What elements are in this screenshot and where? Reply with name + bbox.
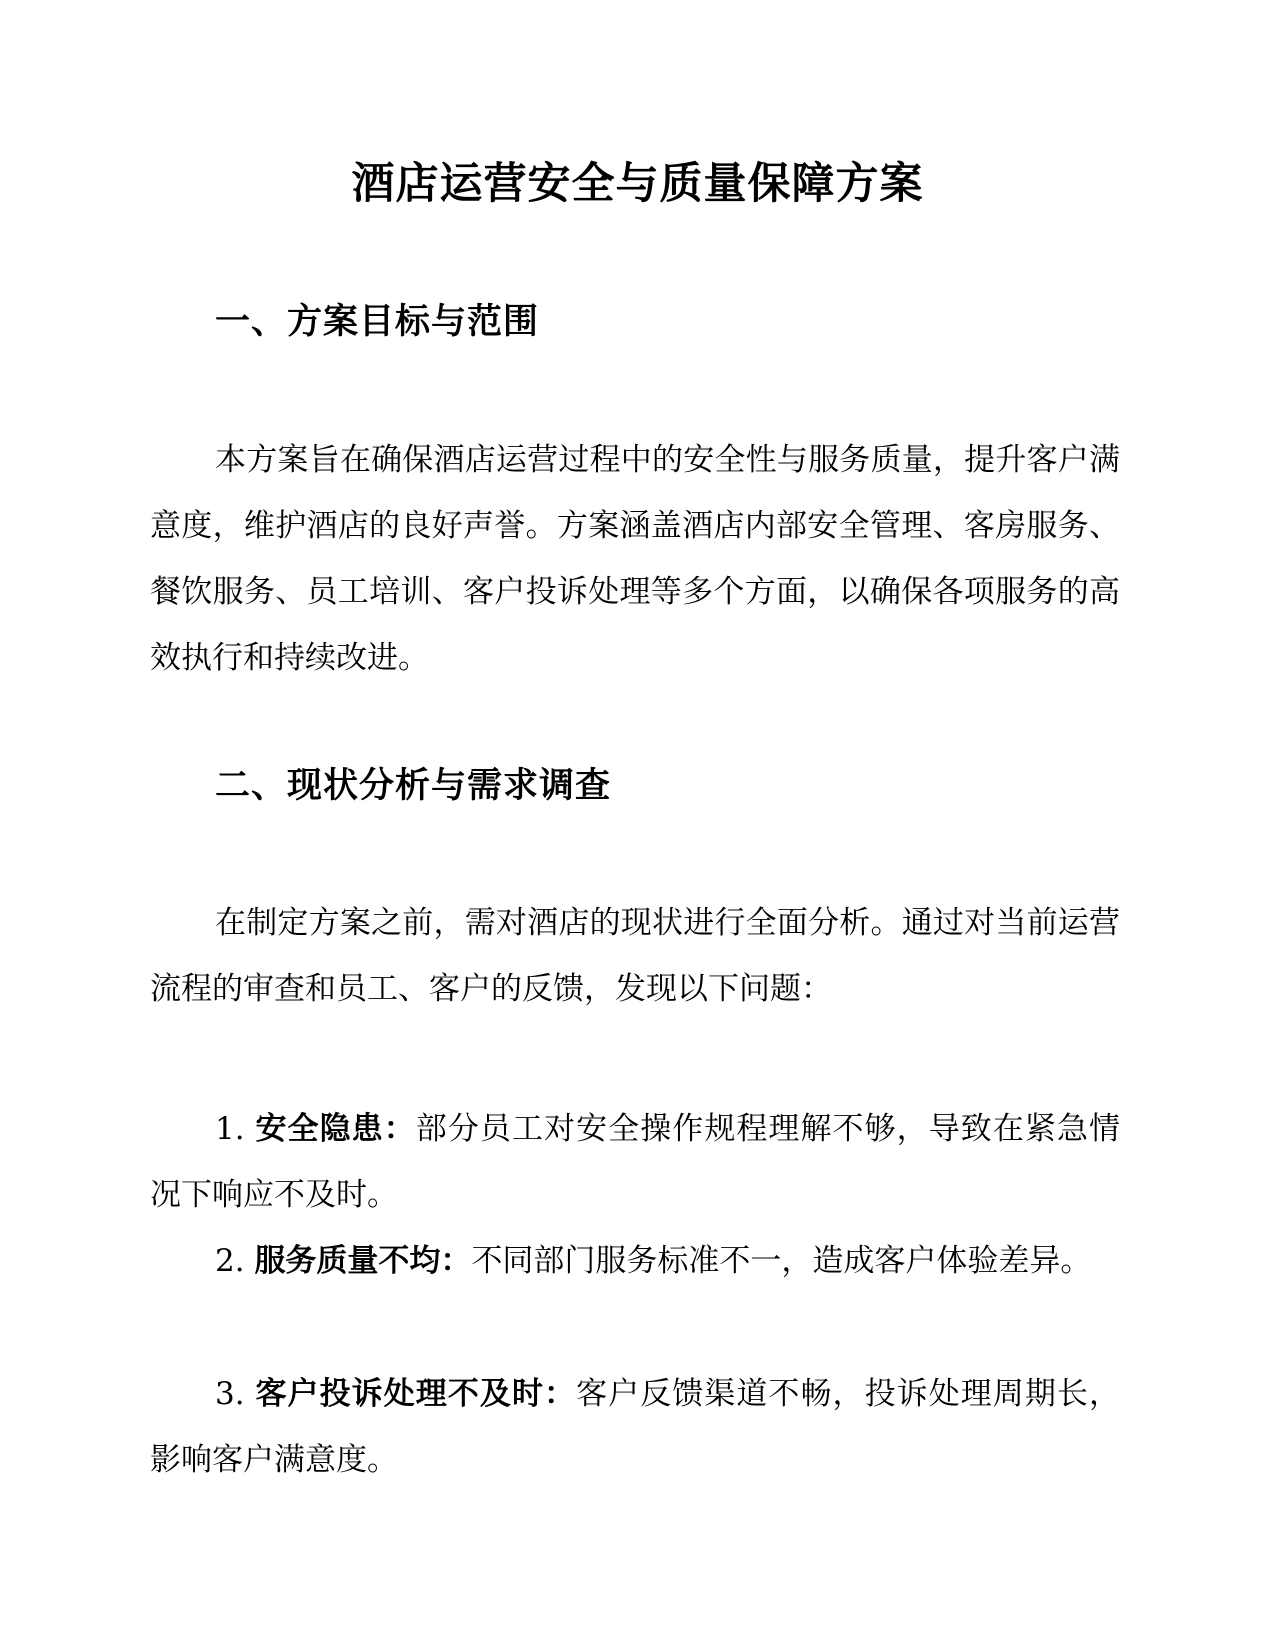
section-heading-goals-scope: 一、方案目标与范围 xyxy=(215,302,540,342)
list-item-text: 客户反馈渠道不畅，投诉处理周期长，影响客户满意度。 xyxy=(150,1376,1121,1478)
section-heading-status-analysis: 二、现状分析与需求调查 xyxy=(215,766,612,806)
list-item xyxy=(150,1361,1120,1493)
list-item-number: 3. xyxy=(215,1376,245,1412)
document-title: 酒店运营安全与质量保障方案 xyxy=(351,159,924,209)
goals-scope-paragraph: 本方案旨在确保酒店运营过程中的安全性与服务质量，提升客户满意度，维护酒店的良好声誉。方案涵盖酒店内部安全管理、客房服务、餐饮服务、员工培训、客户投诉处理等多个方面，以确保各项服务的高效执行和持续改进。 xyxy=(150,442,1120,676)
list-item-text: 不同部门服务标准不一，造成客户体验差异。 xyxy=(471,1243,1092,1279)
list-item xyxy=(150,1228,1120,1294)
list-item-number: 2. xyxy=(215,1243,245,1279)
list-item-term: 客户投诉处理不及时： xyxy=(255,1376,577,1412)
list-item-text: 部分员工对安全操作规程理解不够，导致在紧急情况下响应不及时。 xyxy=(150,1111,1121,1213)
list-item xyxy=(150,1096,1120,1228)
list-item-term: 安全隐患： xyxy=(255,1111,416,1147)
list-item-term: 服务质量不均： xyxy=(254,1243,472,1279)
list-item-number: 1. xyxy=(215,1111,245,1147)
status-analysis-paragraph: 在制定方案之前，需对酒店的现状进行全面分析。通过对当前运营流程的审查和员工、客户的反馈，发现以下问题： xyxy=(150,905,1120,1007)
